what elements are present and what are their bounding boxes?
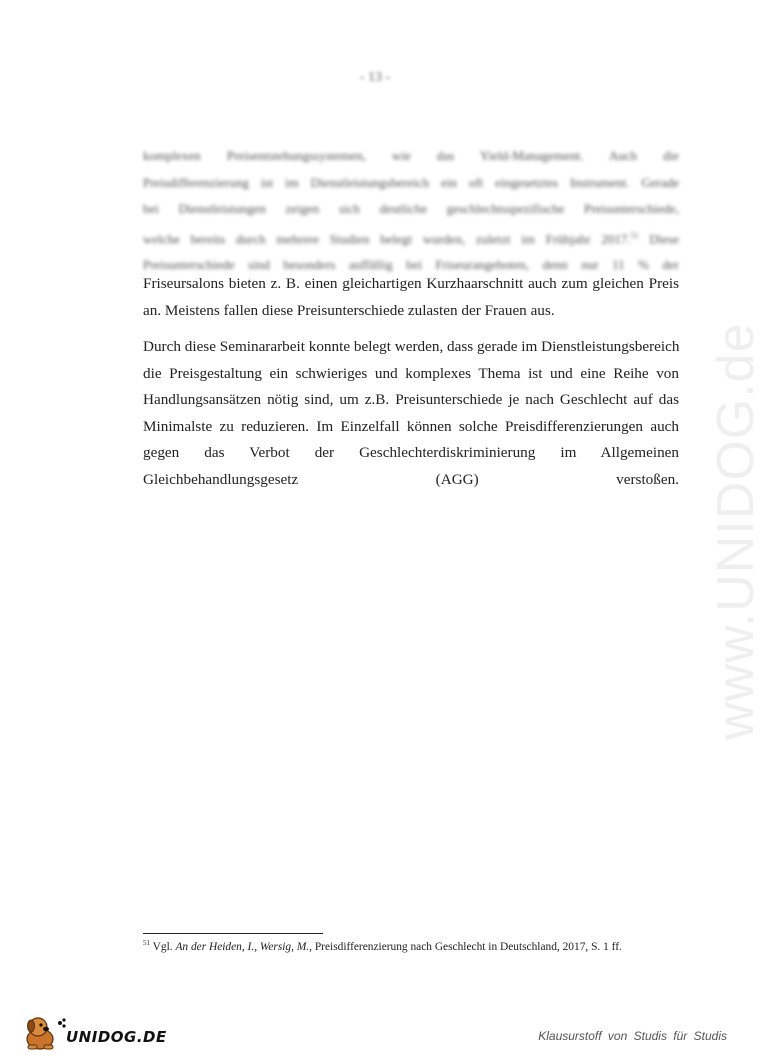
blurred-line: komplexen Preisentstehungssystemen, wie das Yield-Management. Auch die bbox=[143, 148, 679, 163]
blurred-preview-text bbox=[143, 143, 679, 279]
blurred-line-tail: Diese bbox=[638, 230, 679, 246]
dog-mascot-icon bbox=[24, 1015, 68, 1051]
text-line: an. Meistens fallen diese Preisunterschiede zulasten der Frauen aus. bbox=[143, 301, 555, 319]
footnote-reference: 51 bbox=[630, 230, 639, 240]
text-line: Handlungsansätzen nötig sind, um z.B. Preisunterschiede je nach Geschlecht auf das bbox=[143, 391, 679, 408]
footer-tagline: Klausurstoff von Studis für Studis bbox=[538, 1029, 727, 1043]
text-line: Minimalste zu reduzieren. Im Einzelfall können solche Preisdifferenzierungen auch bbox=[143, 417, 679, 435]
text-line: Durch diese Seminararbeit konnte belegt werden, dass gerade im Dienstleistungsbereich bbox=[143, 338, 680, 355]
blurred-line-text: welche bereits durch mehrere Studien belegt wurden, zuletzt im Frühjahr 2017. bbox=[143, 230, 631, 246]
footnote-authors: An der Heiden, I., Wersig, M. bbox=[175, 940, 310, 953]
watermark: www.UNIDOG.de bbox=[707, 322, 765, 740]
page-number: - 13 - bbox=[359, 70, 391, 85]
text-line: Friseursalons bieten z. B. einen gleichartigen Kurzhaarschnitt auch zum gleichen Preis bbox=[143, 275, 679, 292]
text-line: die Preisgestaltung ein schwieriges und komplexes Thema ist und eine Reihe von bbox=[143, 364, 679, 382]
logo-text: UNIDOG.DE bbox=[66, 1028, 167, 1046]
text-line: gegen das Verbot der Geschlechterdiskriminierung im Allgemeinen bbox=[143, 444, 679, 461]
paragraph-continuation bbox=[143, 271, 679, 324]
footnote bbox=[143, 939, 703, 953]
blurred-line: Preisdifferenzierung ist im Dienstleistungsbereich ein oft eingesetztes Instrument. Gerade bbox=[143, 174, 679, 190]
paragraph-conclusion bbox=[143, 334, 679, 493]
text-line: Gleichbehandlungsgesetz (AGG) verstoßen. bbox=[143, 470, 679, 488]
body-text bbox=[143, 271, 679, 493]
blurred-line: Preisunterschiede sind besonders auffällig bei Friseurangeboten, denn nur 11 % der bbox=[143, 257, 679, 273]
unidog-logo bbox=[24, 1015, 174, 1051]
footnote-separator bbox=[143, 933, 323, 934]
footnote-source: , Preisdifferenzierung nach Geschlecht in Deutschland, 2017, S. 1 ff. bbox=[309, 940, 622, 953]
blurred-line: bei Dienstleistungen zeigen sich deutliche geschlechtsspezifische Preisunterschiede, bbox=[143, 201, 679, 216]
footnote-number: 51 bbox=[143, 939, 150, 947]
blurred-line bbox=[143, 223, 679, 253]
footnote-prefix: Vgl. bbox=[150, 940, 176, 953]
